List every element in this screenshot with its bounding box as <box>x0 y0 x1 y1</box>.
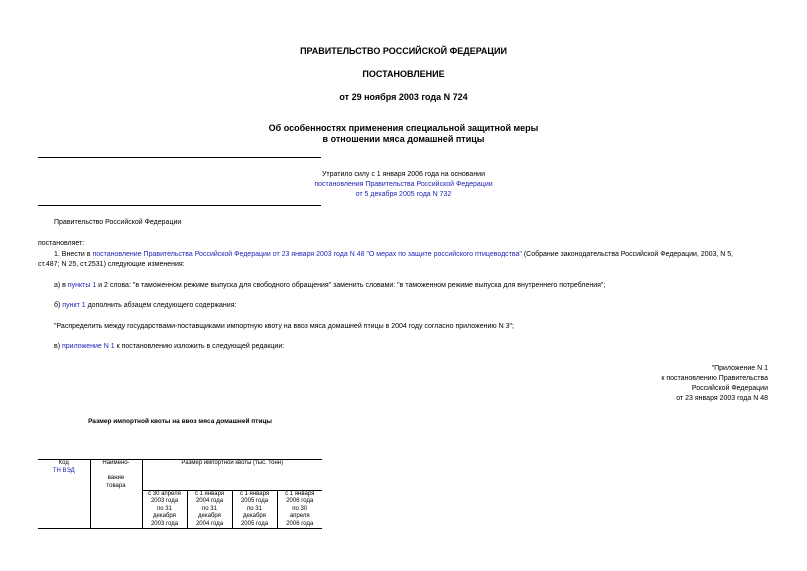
document-type: ПОСТАНОВЛЕНИЕ <box>362 69 445 79</box>
period-2003: с 30 апреля 2003 года по 31 декабря 2003 года <box>142 490 187 529</box>
quoted-paragraph: "Распределить между государствами-поставщиками импортную квоту на ввоз мяса домашней птицы в 2004 году согласно приложению N 3"; <box>54 323 514 330</box>
paragraph-v <box>54 342 284 352</box>
appendix-line3: Российской Федерации <box>691 385 768 392</box>
period-2005: с 1 января 2005 года по 31 декабря 2005 года <box>232 490 277 529</box>
paragraph-b-prefix: б) <box>54 302 63 309</box>
paragraph-a <box>54 281 605 291</box>
paragraph-government: Правительство Российской Федерации <box>54 219 182 226</box>
appendix-line1: "Приложение N 1 <box>711 365 768 372</box>
paragraph-v-prefix: в) <box>54 343 62 350</box>
divider-top <box>38 157 321 158</box>
paragraph-1-line2: ст.487; N 25, ст.2531) следующие изменения: <box>38 261 185 268</box>
paragraph-1-prefix: 1. Внести в <box>54 251 93 258</box>
empty-cell <box>38 490 90 529</box>
period-2006: с 1 января 2006 года по 30 апреля 2006 года <box>277 490 322 529</box>
appendix-line4: от 23 января 2003 года N 48 <box>676 395 768 402</box>
paragraph-b <box>54 301 236 311</box>
decree-48-link[interactable]: постановление Правительства Российской Федерации от 23 января 2003 года N 48 "О мерах по защите российского птицеводства" <box>92 251 522 258</box>
paragraph-1 <box>54 250 733 260</box>
header-name: Наимено- вание товара <box>90 460 142 491</box>
paragraph-a-prefix: а) в <box>54 282 68 289</box>
period-2004: с 1 января 2004 года по 31 декабря 2004 года <box>187 490 232 529</box>
issuer-title: ПРАВИТЕЛЬСТВО РОССИЙСКОЙ ФЕДЕРАЦИИ <box>300 46 507 56</box>
points-1-link[interactable]: пункты 1 <box>67 282 97 289</box>
divider-bottom <box>38 205 321 206</box>
paragraph-b-suffix: дополнить абзацем следующего содержания: <box>85 302 237 309</box>
expired-link-decree[interactable]: постановления Правительства Российской Федерации <box>314 181 493 188</box>
header-code: Код ТН ВЭД <box>38 460 90 491</box>
appendix-line2: к постановлению Правительства <box>661 375 768 382</box>
table-title: Размер импортной квоты на ввоз мяса домашней птицы <box>88 418 272 425</box>
expired-link-date[interactable]: от 5 декабря 2005 года N 732 <box>355 191 452 198</box>
empty-cell <box>90 490 142 529</box>
appendix-1-link[interactable]: приложение N 1 <box>62 343 115 350</box>
expired-notice: Утратило силу с 1 января 2006 года на основании <box>321 171 486 178</box>
document-title-line1: Об особенностях применения специальной защитной меры <box>268 123 539 133</box>
paragraph-v-suffix: к постановлению изложить в следующей редакции: <box>114 343 285 350</box>
tn-ved-link[interactable]: ТН ВЭД <box>52 467 75 474</box>
document-date: от 29 ноября 2003 года N 724 <box>339 92 468 102</box>
paragraph-a-suffix: и 2 слова: "в таможенном режиме выпуска для свободного обращения" заменить словами: "в таможенном режиме выпуска для внутреннего потребления"; <box>96 282 606 289</box>
point-1-link[interactable]: пункт 1 <box>62 302 86 309</box>
paragraph-1-suffix: (Собрание законодательства Российской Федерации, 2003, N 5, <box>521 251 734 258</box>
paragraph-decrees: постановляет: <box>38 240 85 247</box>
document-title-line2: в отношении мяса домашней птицы <box>322 134 485 144</box>
quota-table <box>38 459 322 529</box>
header-quota-group: Размер импортной квоты (тыс. тонн) <box>142 460 322 491</box>
